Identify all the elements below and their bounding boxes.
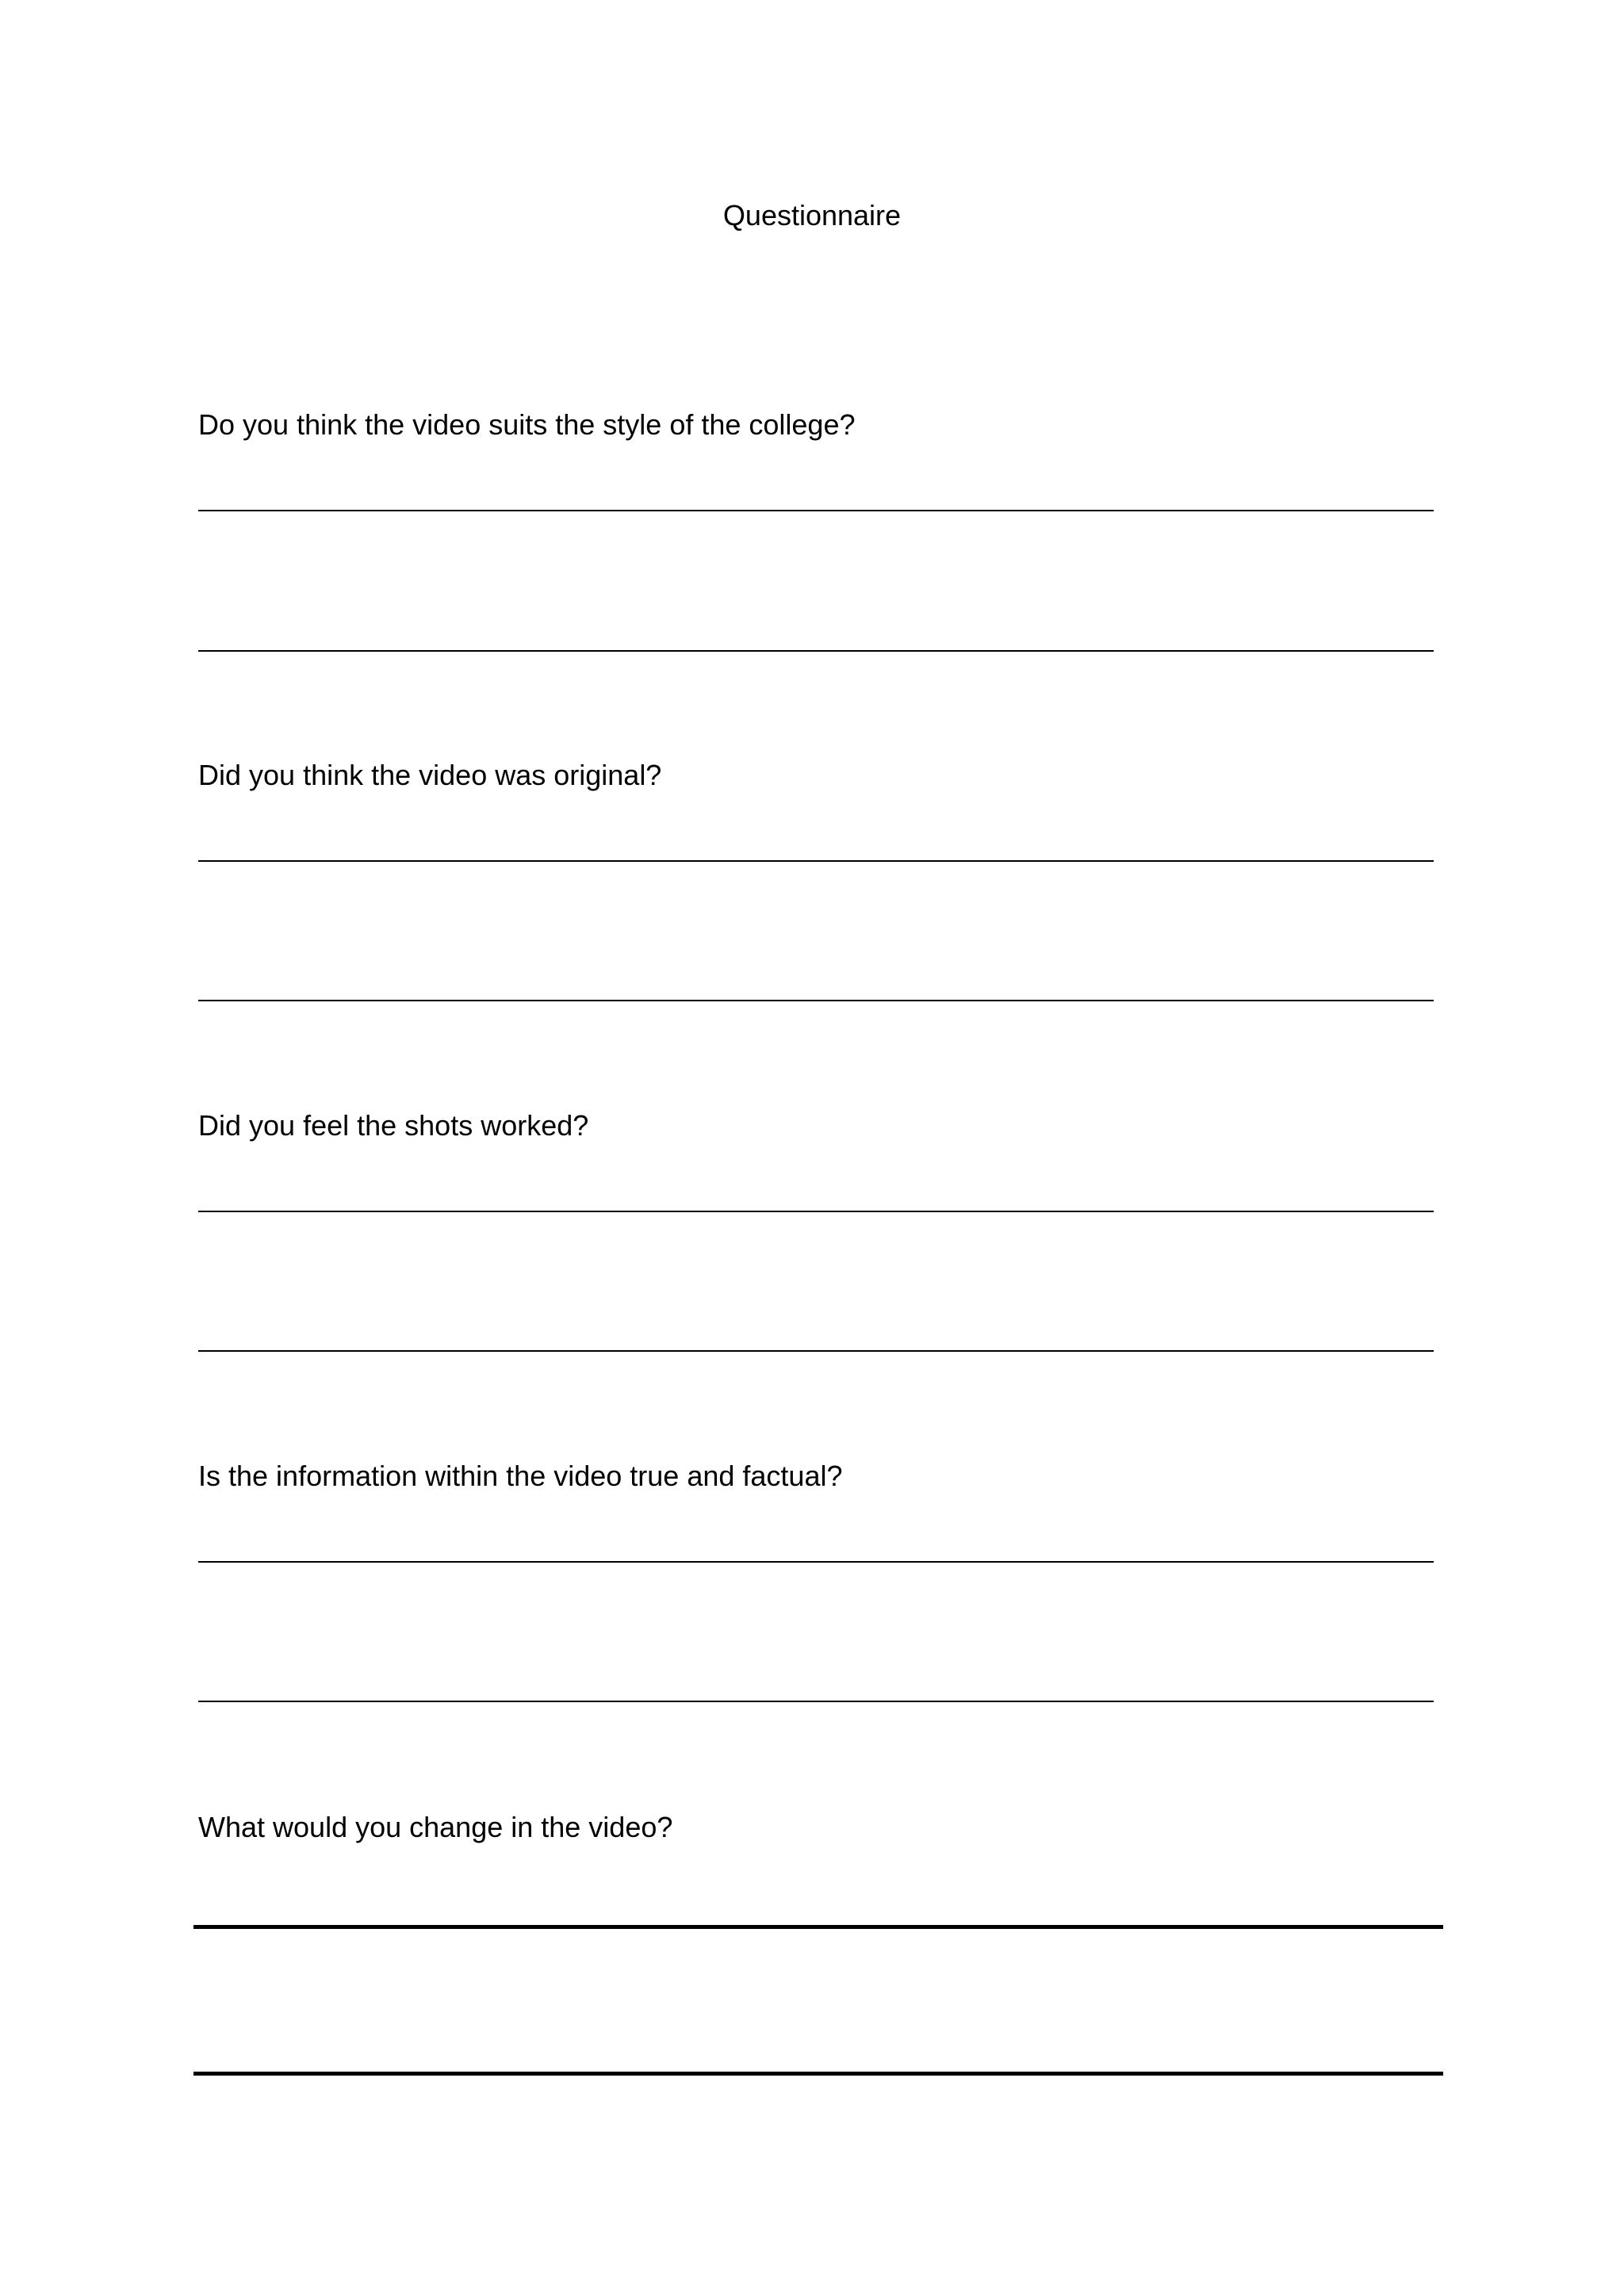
answer-line-1a[interactable]	[198, 510, 1434, 511]
question-1: Do you think the video suits the style of the college?	[198, 408, 856, 441]
answer-line-1b[interactable]	[198, 650, 1434, 652]
answer-line-3b[interactable]	[198, 1350, 1434, 1352]
answer-line-2a[interactable]	[198, 860, 1434, 862]
answer-line-3a[interactable]	[198, 1211, 1434, 1212]
question-3: Did you feel the shots worked?	[198, 1109, 589, 1142]
page-title: Questionnaire	[722, 199, 902, 232]
answer-line-2b[interactable]	[198, 1000, 1434, 1001]
answer-line-5a[interactable]	[193, 1925, 1443, 1929]
question-4: Is the information within the video true and factual?	[198, 1460, 843, 1492]
answer-line-4a[interactable]	[198, 1561, 1434, 1563]
answer-line-4b[interactable]	[198, 1701, 1434, 1702]
answer-line-5b[interactable]	[193, 2072, 1443, 2076]
question-5: What would you change in the video?	[198, 1811, 673, 1843]
question-2: Did you think the video was original?	[198, 759, 662, 791]
